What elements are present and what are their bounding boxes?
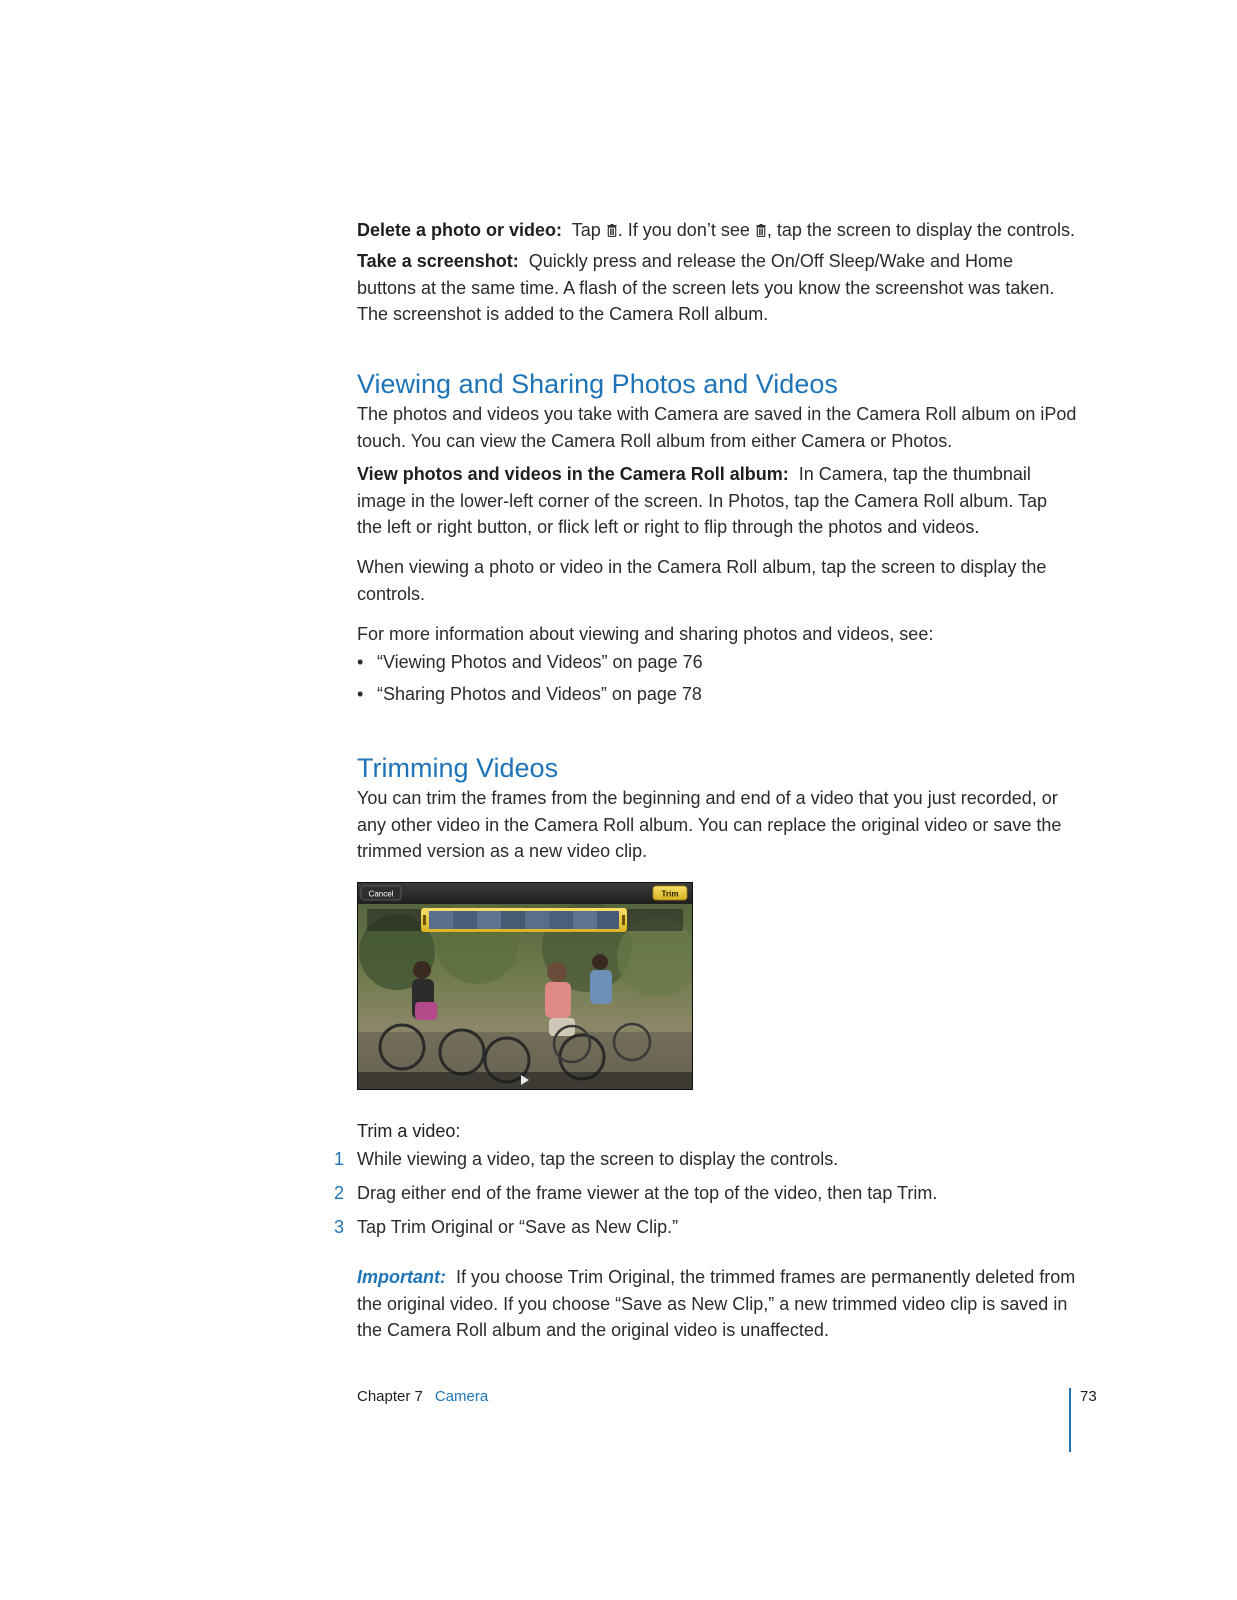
controls-paragraph: When viewing a photo or video in the Camera Roll album, tap the screen to display the controls. [357, 557, 1047, 604]
frame-viewer[interactable] [421, 908, 627, 932]
section-heading-trimming: Trimming Videos [357, 753, 559, 783]
more-info-paragraph: For more information about viewing and sharing photos and videos, see: [357, 624, 934, 644]
page-number: 73 [1080, 1388, 1097, 1405]
important-label: Important: [357, 1267, 446, 1287]
trim-screenshot [357, 882, 693, 1090]
viewing-intro: The photos and videos you take with Camera are saved in the Camera Roll album on iPod touch. You can view the Camera Roll album from either Camera or Photos. [357, 404, 1077, 451]
page-footer [357, 1388, 1077, 1405]
important-note [357, 1264, 1077, 1344]
important-text: If you choose Trim Original, the trimmed frames are permanently deleted from the original video. If you choose “Save as New Clip,” a new trimmed video clip is saved in the Camera Roll album and the original video is unaffected. [357, 1267, 1076, 1340]
view-paragraph [357, 461, 1077, 541]
footer-divider [1069, 1388, 1071, 1452]
see-also-link[interactable]: “Sharing Photos and Videos” on page 78 [377, 684, 702, 704]
see-also-link[interactable]: “Viewing Photos and Videos” on page 76 [377, 652, 703, 672]
screenshot-label: Take a screenshot: [357, 251, 519, 271]
list-item[interactable]: • “Viewing Photos and Videos” on page 76 [357, 652, 703, 672]
see-also-list [357, 649, 1077, 713]
trash-icon [607, 224, 617, 237]
delete-paragraph [357, 217, 1077, 244]
list-item [334, 1146, 1077, 1172]
trim-video-label: Trim a video: [357, 1121, 461, 1141]
step-number: 3 [334, 1217, 345, 1237]
screenshot-text: Quickly press and release the On/Off Sleep/Wake and Home buttons at the same time. A flash of the screen lets you know the screenshot was taken. The screenshot is added to the Camera Roll album. [357, 251, 1055, 324]
trim-button[interactable]: Trim [661, 889, 679, 899]
step-number: 1 [334, 1149, 345, 1169]
list-item [334, 1180, 1077, 1206]
trimming-intro: You can trim the frames from the beginning and end of a video that you just recorded, or any other video in the Camera Roll album. You can replace the original video or save the trimmed version as a new video clip. [357, 788, 1062, 861]
chapter-label: Chapter 7 [357, 1388, 423, 1405]
delete-text-a: Tap [571, 220, 601, 240]
section-heading-viewing: Viewing and Sharing Photos and Videos [357, 369, 838, 399]
view-text: In Camera, tap the thumbnail image in the lower-left corner of the screen. In Photos, tap the Camera Roll album. Tap the left or right button, or flick left or right to flip through the photos and videos. [357, 464, 1048, 537]
list-item[interactable]: • “Sharing Photos and Videos” on page 78 [357, 684, 702, 704]
trim-steps [334, 1146, 1077, 1248]
step-text: While viewing a video, tap the screen to display the controls. [357, 1149, 839, 1169]
list-item [334, 1214, 1077, 1240]
step-text: Tap Trim Original or “Save as New Clip.” [357, 1217, 679, 1237]
view-label: View photos and videos in the Camera Roll album: [357, 464, 789, 484]
chapter-name[interactable]: Camera [434, 1388, 489, 1405]
trash-icon [756, 224, 766, 237]
step-number: 2 [334, 1183, 345, 1203]
cancel-button[interactable]: Cancel [368, 889, 394, 899]
step-text: Drag either end of the frame viewer at the top of the video, then tap Trim. [357, 1183, 938, 1203]
delete-label: Delete a photo or video: [357, 220, 563, 240]
delete-text-b: . If you don’t see [617, 220, 750, 240]
screenshot-paragraph [357, 248, 1077, 328]
delete-text-c: , tap the screen to display the controls. [766, 220, 1076, 240]
